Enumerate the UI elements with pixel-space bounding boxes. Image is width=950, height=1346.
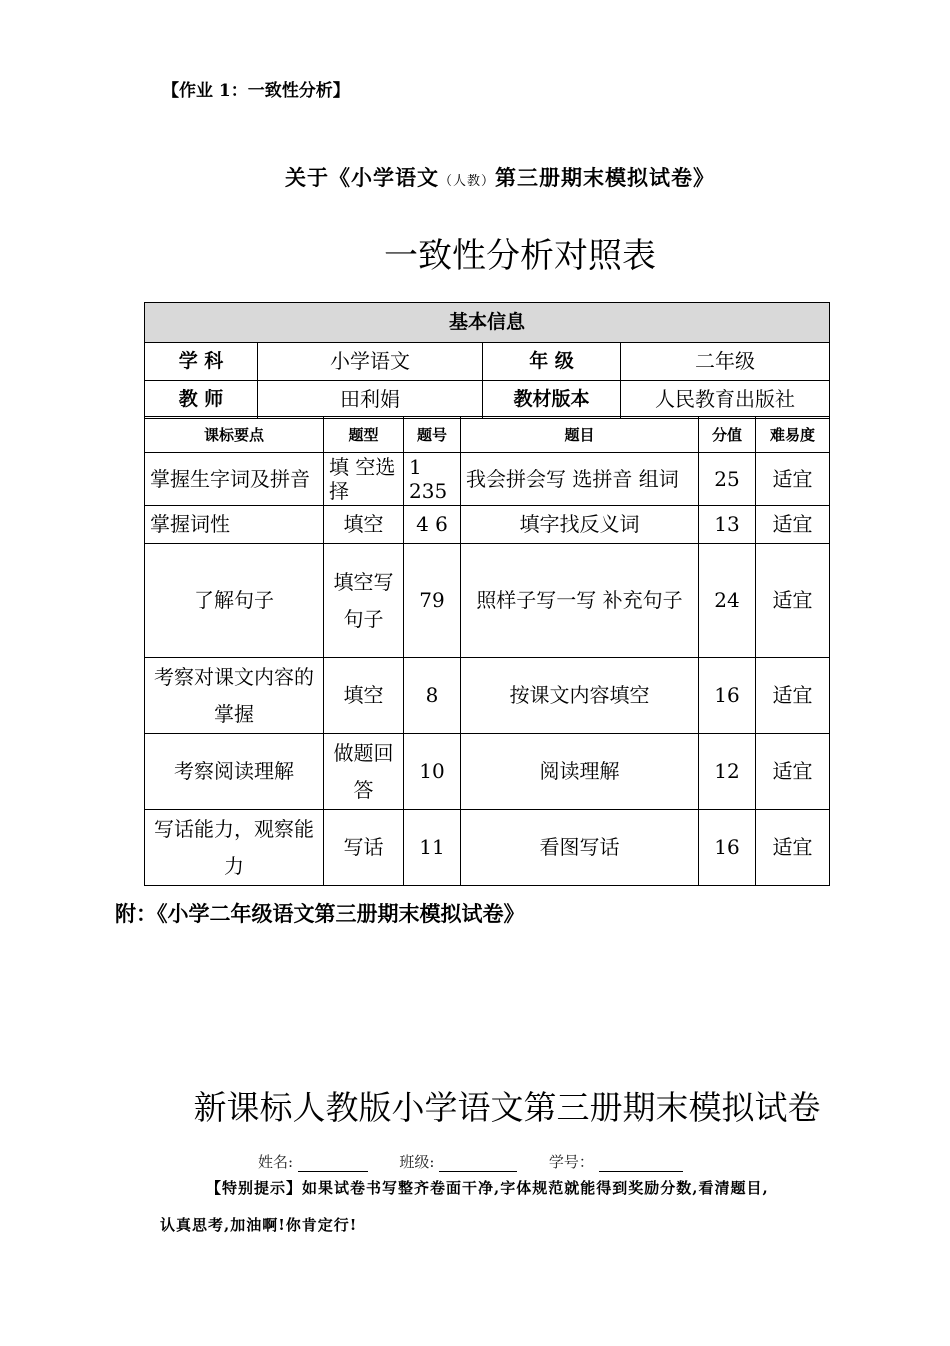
- cell-number: 1 235: [404, 453, 461, 506]
- exam-title: 新课标人教版小学语文第三册期末模拟试卷: [193, 1088, 821, 1127]
- basic-info-heading: 基本信息: [145, 303, 830, 343]
- cell-type: 填空: [324, 658, 404, 734]
- cell-difficulty: 适宜: [756, 810, 830, 886]
- cell-number: 79: [404, 544, 461, 658]
- cell-difficulty: 适宜: [756, 544, 830, 658]
- special-notice-line-2: 认真思考,加油啊!你肯定行!: [160, 1216, 358, 1234]
- cell-point: 考察对课文内容的掌握: [145, 658, 324, 734]
- table-row: [145, 544, 830, 658]
- cell-number: 4 6: [404, 506, 461, 544]
- student-id-blank[interactable]: [599, 1155, 683, 1172]
- class-label: 班级:: [399, 1153, 435, 1171]
- cell-score: 13: [699, 506, 756, 544]
- subject-value: 小学语文: [258, 343, 483, 381]
- subject-label: 学 科: [145, 343, 258, 381]
- basic-info-table: [144, 302, 830, 419]
- cell-type: 填空: [324, 506, 404, 544]
- student-info-fields: [258, 1151, 683, 1172]
- column-header-item: 题目: [461, 417, 699, 453]
- column-header-number: 题号: [404, 417, 461, 453]
- table-row: [145, 453, 830, 506]
- document-subtitle: [0, 162, 950, 192]
- cell-point: 写话能力，观察能力: [145, 810, 324, 886]
- cell-type: 写话: [324, 810, 404, 886]
- cell-number: 10: [404, 734, 461, 810]
- cell-item: 按课文内容填空: [461, 658, 699, 734]
- cell-item: 阅读理解: [461, 734, 699, 810]
- teacher-label: 教 师: [145, 381, 258, 419]
- subtitle-edition: （人教）: [438, 174, 495, 189]
- appendix-note: 附：《小学二年级语文第三册期末模拟试卷》: [115, 901, 525, 926]
- cell-score: 25: [699, 453, 756, 506]
- subtitle-rest: 第三册期末模拟试卷》: [495, 165, 715, 190]
- cell-type: 填 空选择: [324, 453, 404, 506]
- consistency-analysis-table: [144, 416, 830, 886]
- table-row: [145, 810, 830, 886]
- column-header-score: 分值: [699, 417, 756, 453]
- cell-item: 看图写话: [461, 810, 699, 886]
- class-blank[interactable]: [439, 1155, 517, 1172]
- cell-score: 16: [699, 810, 756, 886]
- cell-item: 照样子写一写 补充句子: [461, 544, 699, 658]
- cell-type: 填空写句子: [324, 544, 404, 658]
- edition-value: 人民教育出版社: [621, 381, 830, 419]
- cell-score: 12: [699, 734, 756, 810]
- cell-difficulty: 适宜: [756, 734, 830, 810]
- cell-point: 掌握生字词及拼音: [145, 453, 324, 506]
- assignment-label: 【作业 1：一致性分析】: [162, 81, 350, 101]
- column-header-type: 题型: [324, 417, 404, 453]
- edition-label: 教材版本: [483, 381, 621, 419]
- cell-number: 8: [404, 658, 461, 734]
- cell-point: 了解句子: [145, 544, 324, 658]
- cell-difficulty: 适宜: [756, 453, 830, 506]
- column-header-difficulty: 难易度: [756, 417, 830, 453]
- cell-difficulty: 适宜: [756, 658, 830, 734]
- table-row: [145, 506, 830, 544]
- teacher-value: 田利娟: [258, 381, 483, 419]
- cell-difficulty: 适宜: [756, 506, 830, 544]
- cell-score: 24: [699, 544, 756, 658]
- cell-score: 16: [699, 658, 756, 734]
- column-header-point: 课标要点: [145, 417, 324, 453]
- special-notice-line-1: 【特别提示】如果试卷书写整齐卷面干净,字体规范就能得到奖励分数,看清题目,: [206, 1179, 769, 1197]
- student-id-label: 学号：: [548, 1153, 594, 1171]
- cell-point: 考察阅读理解: [145, 734, 324, 810]
- subtitle-main: 关于《小学语文: [284, 165, 439, 190]
- grade-label: 年 级: [483, 343, 621, 381]
- cell-item: 我会拼会写 选拼音 组词: [461, 453, 699, 506]
- cell-type: 做题回答: [324, 734, 404, 810]
- table-row: [145, 658, 830, 734]
- grade-value: 二年级: [621, 343, 830, 381]
- cell-item: 填字找反义词: [461, 506, 699, 544]
- name-label: 姓名:: [258, 1153, 294, 1171]
- page-title: 一致性分析对照表: [384, 236, 656, 276]
- name-blank[interactable]: [298, 1155, 368, 1172]
- cell-point: 掌握词性: [145, 506, 324, 544]
- cell-number: 11: [404, 810, 461, 886]
- table-row: [145, 734, 830, 810]
